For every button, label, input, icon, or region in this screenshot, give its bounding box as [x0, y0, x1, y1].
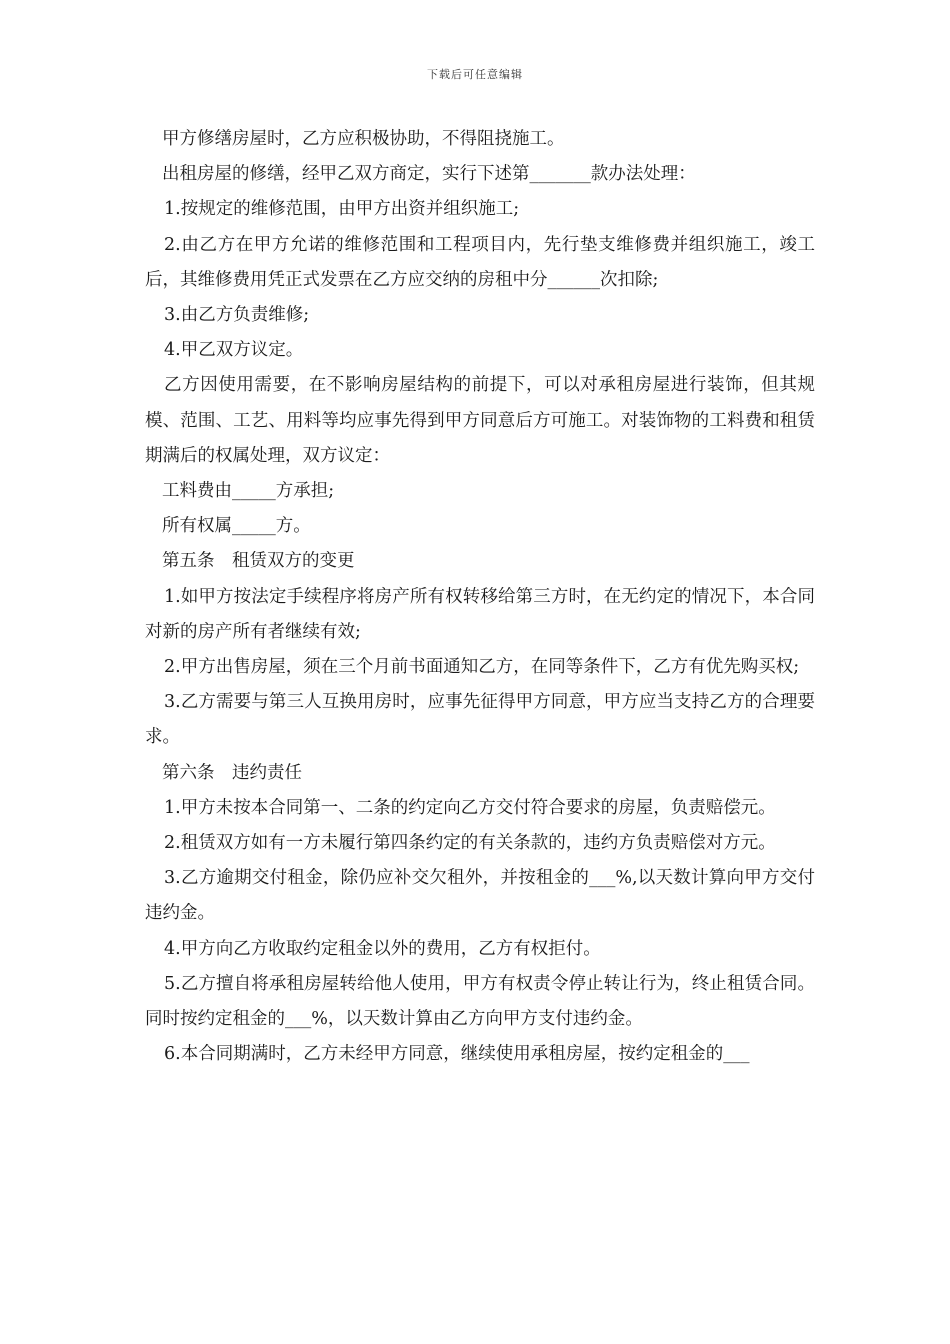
- paragraph: 出租房屋的修缮，经甲乙双方商定，实行下述第_______款办法处理：: [162, 164, 696, 185]
- list-item: 1.按规定的维修范围，由甲方出资并组织施工;: [164, 199, 520, 220]
- list-item: 5.乙方擅自将承租房屋转给他人使用，甲方有权责令停止转让行为，终止租赁合同。同时按约定租金的___%，以天数计算由乙方向甲方支付违约金。: [145, 973, 815, 1030]
- list-item: 4.甲乙双方议定。: [164, 340, 304, 361]
- paragraph: 工料费由_____方承担;: [162, 481, 335, 502]
- paragraph: 所有权属_____方。: [162, 516, 311, 537]
- section-heading: 第六条 违约责任: [162, 762, 302, 783]
- list-item: 3.乙方需要与第三人互换用房时，应事先征得甲方同意，甲方应当支持乙方的合理要求。: [145, 692, 815, 748]
- list-item: 3.乙方逾期交付租金，除仍应补交欠租外，并按租金的___%,以天数计算向甲方交付违约金。: [145, 868, 815, 924]
- list-item: 2.租赁双方如有一方未履行第四条约定的有关条款的，违约方负责赔偿对方元。: [164, 833, 776, 854]
- document-body: [145, 122, 815, 1072]
- list-item: 4.甲方向乙方收取约定租金以外的费用，乙方有权拒付。: [164, 938, 601, 959]
- paragraph: 甲方修缮房屋时，乙方应积极协助，不得阻挠施工。: [162, 129, 565, 149]
- paragraph: 乙方因使用需要，在不影响房屋结构的前提下，可以对承租房屋进行装饰，但其规模、范围、工艺、用料等均应事先得到甲方同意后方可施工。对装饰物的工料费和租赁期满后的权属处理，双方议定：: [145, 375, 815, 466]
- list-item: 6.本合同期满时，乙方未经甲方同意，继续使用承租房屋，按约定租金的___: [164, 1044, 750, 1065]
- page-header: 下载后可任意编辑: [427, 68, 523, 81]
- list-item: 3.由乙方负责维修;: [164, 305, 310, 326]
- section-heading: 第五条 租赁双方的变更: [162, 551, 355, 572]
- list-item: 1.甲方未按本合同第一、二条的约定向乙方交付符合要求的房屋，负责赔偿元。: [164, 797, 776, 818]
- list-item: 2.由乙方在甲方允诺的维修范围和工程项目内，先行垫支维修费并组织施工，竣工后，其维修费用凭正式发票在乙方应交纳的房租中分______次扣除;: [145, 234, 815, 290]
- list-item: 2.甲方出售房屋，须在三个月前书面通知乙方，在同等条件下，乙方有优先购买权;: [164, 657, 800, 678]
- list-item: 1.如甲方按法定手续程序将房产所有权转移给第三方时，在无约定的情况下，本合同对新的房产所有者继续有效;: [145, 586, 815, 642]
